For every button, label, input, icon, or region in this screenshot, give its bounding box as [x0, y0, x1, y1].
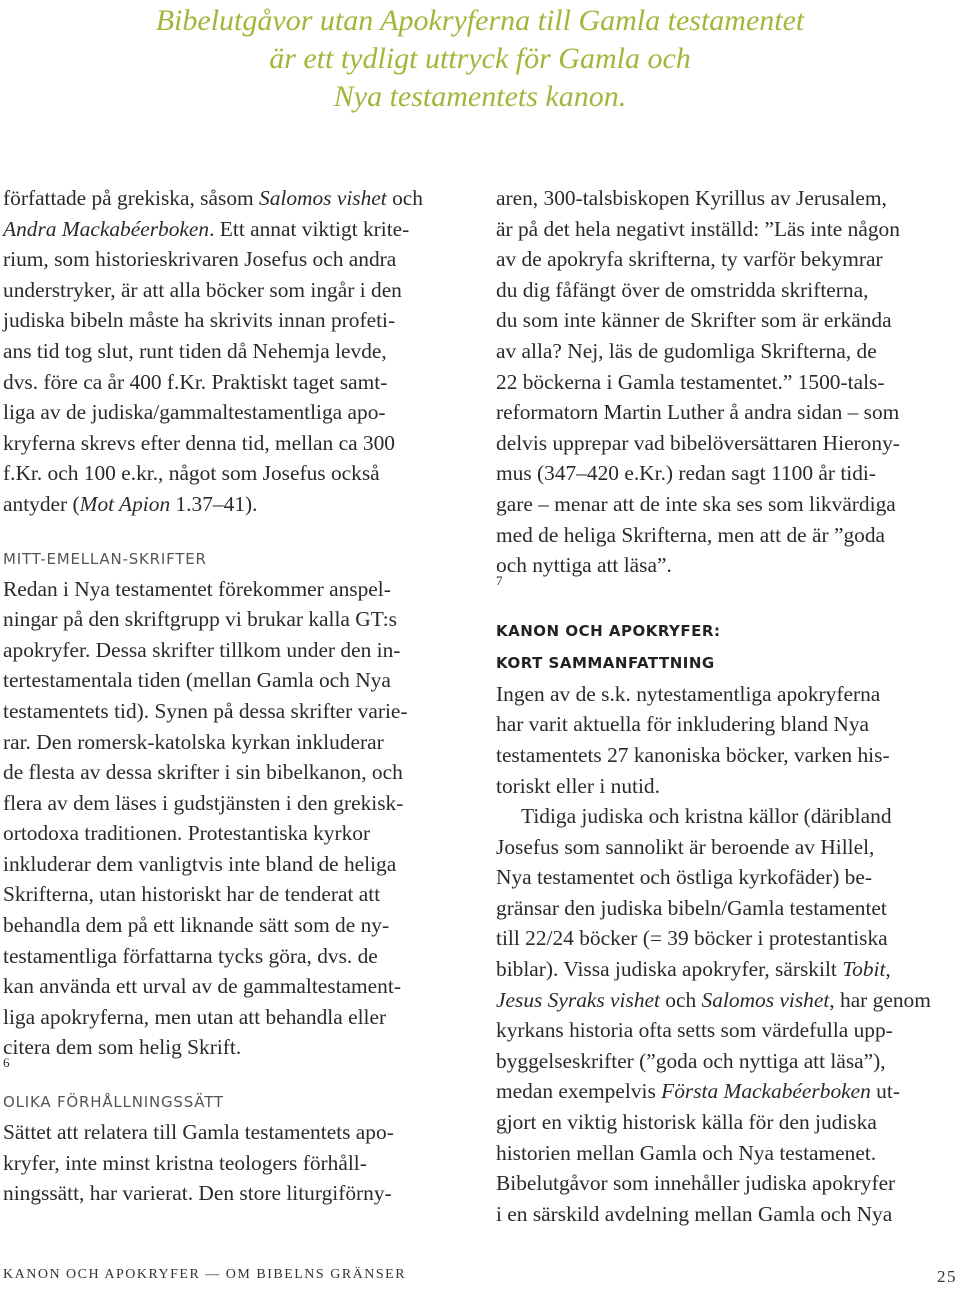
book-title: Tobit: [842, 957, 886, 982]
text-line: i en särskild avdelning mellan Gamla och Nya: [496, 1201, 893, 1226]
text-line: flera av dem läses i gudstjänsten i den grekisk-: [3, 790, 404, 815]
text-line: understryker, är att alla böcker som ingår i den: [3, 277, 402, 302]
text-line: gare – menar att de inte ska ses som likvärdiga: [496, 491, 896, 516]
text-line: du som inte känner de Skrifter som är erkända: [496, 308, 892, 333]
text-line: ningar på den skriftgrupp vi brukar kalla GT:s: [3, 607, 397, 632]
text-line: författade på grekiska, såsom Salomos vishet och: [3, 186, 423, 210]
paragraph: [3, 1117, 467, 1209]
text-line: kryfer, inte minst kristna teologers förhåll-: [3, 1150, 367, 1175]
text-line: delvis upprepar vad bibelöversättaren Hierony-: [496, 430, 900, 455]
text-line: kan använda ett urval av de gammaltestament-: [3, 974, 401, 999]
text-line: rar. Den romersk-katolska kyrkan inkluderar: [3, 729, 384, 754]
text-line: gränsar den judiska bibeln/Gamla testamentet: [496, 895, 887, 920]
text-line: kryferna skrevs efter denna tid, mellan ca 300: [3, 430, 395, 455]
left-column: [3, 183, 467, 1209]
book-title: Salomos vishet: [701, 987, 830, 1012]
text-line: rium, som historieskrivaren Josefus och andra: [3, 247, 397, 272]
page-number: 25: [937, 1267, 957, 1286]
text-line: toriskt eller i nutid.: [496, 773, 660, 798]
text-line: Tidiga judiska och kristna källor (däribland: [521, 804, 892, 829]
text-line: de flesta av dessa skrifter i sin bibelkanon, och: [3, 760, 403, 785]
text-line: behandla dem på ett liknande sätt som de ny-: [3, 913, 390, 938]
text-line: biblar). Vissa judiska apokryfer, särskilt Tobit,: [496, 957, 891, 982]
summary-paragraph: [496, 801, 960, 1229]
text-line: av de apokryfa skrifterna, ty varför bekymrar: [496, 247, 883, 272]
text-line: Ingen av de s.k. nytestamentliga apokryferna: [496, 681, 881, 706]
text-line: 22 böckerna i Gamla testamentet.” 1500-tals-: [496, 369, 885, 394]
text-line: antyder (Mot Apion 1.37–41).: [3, 491, 258, 516]
text-line: dvs. före ca år 400 f.Kr. Praktiskt taget samt-: [3, 369, 388, 394]
summary-paragraph: [496, 679, 960, 801]
section-heading: MITT-EMELLAN-SKRIFTER: [3, 549, 207, 568]
text-line: av alla? Nej, läs de gudomliga Skrifterna, de: [496, 338, 877, 363]
text-line: tertestamentala tiden (mellan Gamla och Nya: [3, 668, 391, 693]
text-line: med de heliga Skrifterna, men att de är ”goda: [496, 522, 886, 547]
pull-quote-line: Nya testamentets kanon.: [333, 80, 627, 113]
paragraph: [3, 574, 467, 1071]
pull-quote: [0, 2, 960, 116]
text-line: citera dem som helig Skrift. 6: [3, 1035, 242, 1071]
text-line: liga av de judiska/gammaltestamentliga apo-: [3, 400, 386, 425]
book-title: Andra Mackabéerboken: [3, 216, 210, 241]
text-line: Andra Mackabéerboken. Ett annat viktigt krite-: [3, 216, 410, 241]
text-line: kyrkans historia ofta setts som värdefulla upp-: [496, 1018, 893, 1043]
text-line: Nya testamentet och östliga kyrkofäder) be-: [496, 865, 872, 890]
text-line: inkluderar dem vanligtvis inte bland de heliga: [3, 851, 397, 876]
text-line: och nyttiga att läsa”. 7: [496, 553, 672, 588]
text-line: Skrifterna, utan historiskt har de tenderat att: [3, 882, 381, 907]
text-line: judiska bibeln måste ha skrivits innan profeti-: [3, 308, 396, 333]
text-line: f.Kr. och 100 e.kr., något som Josefus också: [3, 461, 380, 486]
book-title: Jesus Syraks vishet: [496, 987, 660, 1012]
text-line: historien mellan Gamla och Nya testamenet.: [496, 1140, 877, 1165]
text-line: byggelseskrifter (”goda och nyttiga att läsa”),: [496, 1048, 886, 1073]
book-title: Salomos vishet: [259, 186, 387, 210]
text-line: Bibelutgåvor som innehåller judiska apokryfer: [496, 1171, 896, 1196]
book-title: Första Mackabéerboken: [661, 1079, 871, 1104]
box-subheading: KORT SAMMANFATTNING: [496, 653, 715, 672]
pull-quote-line: Bibelutgåvor utan Apokryferna till Gamla testamentet: [155, 4, 805, 37]
text-line: Sättet att relatera till Gamla testamentets apo-: [3, 1120, 394, 1145]
text-line: ortodoxa traditionen. Protestantiska kyrkor: [3, 821, 371, 846]
text-line: Josefus som sannolikt är beroende av Hillel,: [496, 834, 875, 859]
text-line: aren, 300-talsbiskopen Kyrillus av Jerusalem,: [496, 186, 887, 210]
text-line: Jesus Syraks vishet och Salomos vishet, har genom: [496, 987, 931, 1012]
paragraph: [3, 183, 467, 520]
book-title: Mot Apion: [79, 491, 171, 516]
text-line: liga apokryferna, men utan att behandla eller: [3, 1004, 387, 1029]
text-line: ningssätt, har varierat. Den store liturgiförny-: [3, 1181, 392, 1206]
right-column: [496, 183, 960, 1229]
text-line: mus (347–420 e.Kr.) redan sagt 1100 år tidi-: [496, 461, 876, 486]
text-line: du dig fåfängt över de omstridda skrifterna,: [496, 277, 869, 302]
box-heading: KANON OCH APOKRYFER:: [496, 621, 721, 640]
text-line: medan exempelvis Första Mackabéerboken ut-: [496, 1079, 900, 1104]
text-line: gjort en viktig historisk källa för den judiska: [496, 1110, 877, 1135]
text-line: till 22/24 böcker (= 39 böcker i protestantiska: [496, 926, 888, 951]
text-line: apokryfer. Dessa skrifter tillkom under den in-: [3, 637, 401, 662]
pull-quote-line: är ett tydligt uttryck för Gamla och: [269, 42, 691, 75]
paragraph: [496, 183, 960, 588]
text-line: reformatorn Martin Luther å andra sidan – som: [496, 400, 900, 425]
text-line: har varit aktuella för inkludering bland Nya: [496, 712, 870, 737]
text-line: testamentets tid). Synen på dessa skrifter varie-: [3, 698, 408, 723]
running-title: KANON OCH APOKRYFER — OM BIBELNS GRÄNSER: [3, 1267, 407, 1282]
text-line: är på det hela negativt inställd: ”Läs inte någon: [496, 216, 900, 241]
text-line: Redan i Nya testamentet förekommer anspel-: [3, 576, 391, 601]
text-line: testamentliga författarna tycks göra, dvs. de: [3, 943, 378, 968]
section-heading: OLIKA FÖRHÅLLNINGSSÄTT: [3, 1093, 224, 1112]
text-line: ans tid tog slut, runt tiden då Nehemja levde,: [3, 338, 387, 363]
text-line: testamentets 27 kanoniska böcker, varken his-: [496, 742, 890, 767]
